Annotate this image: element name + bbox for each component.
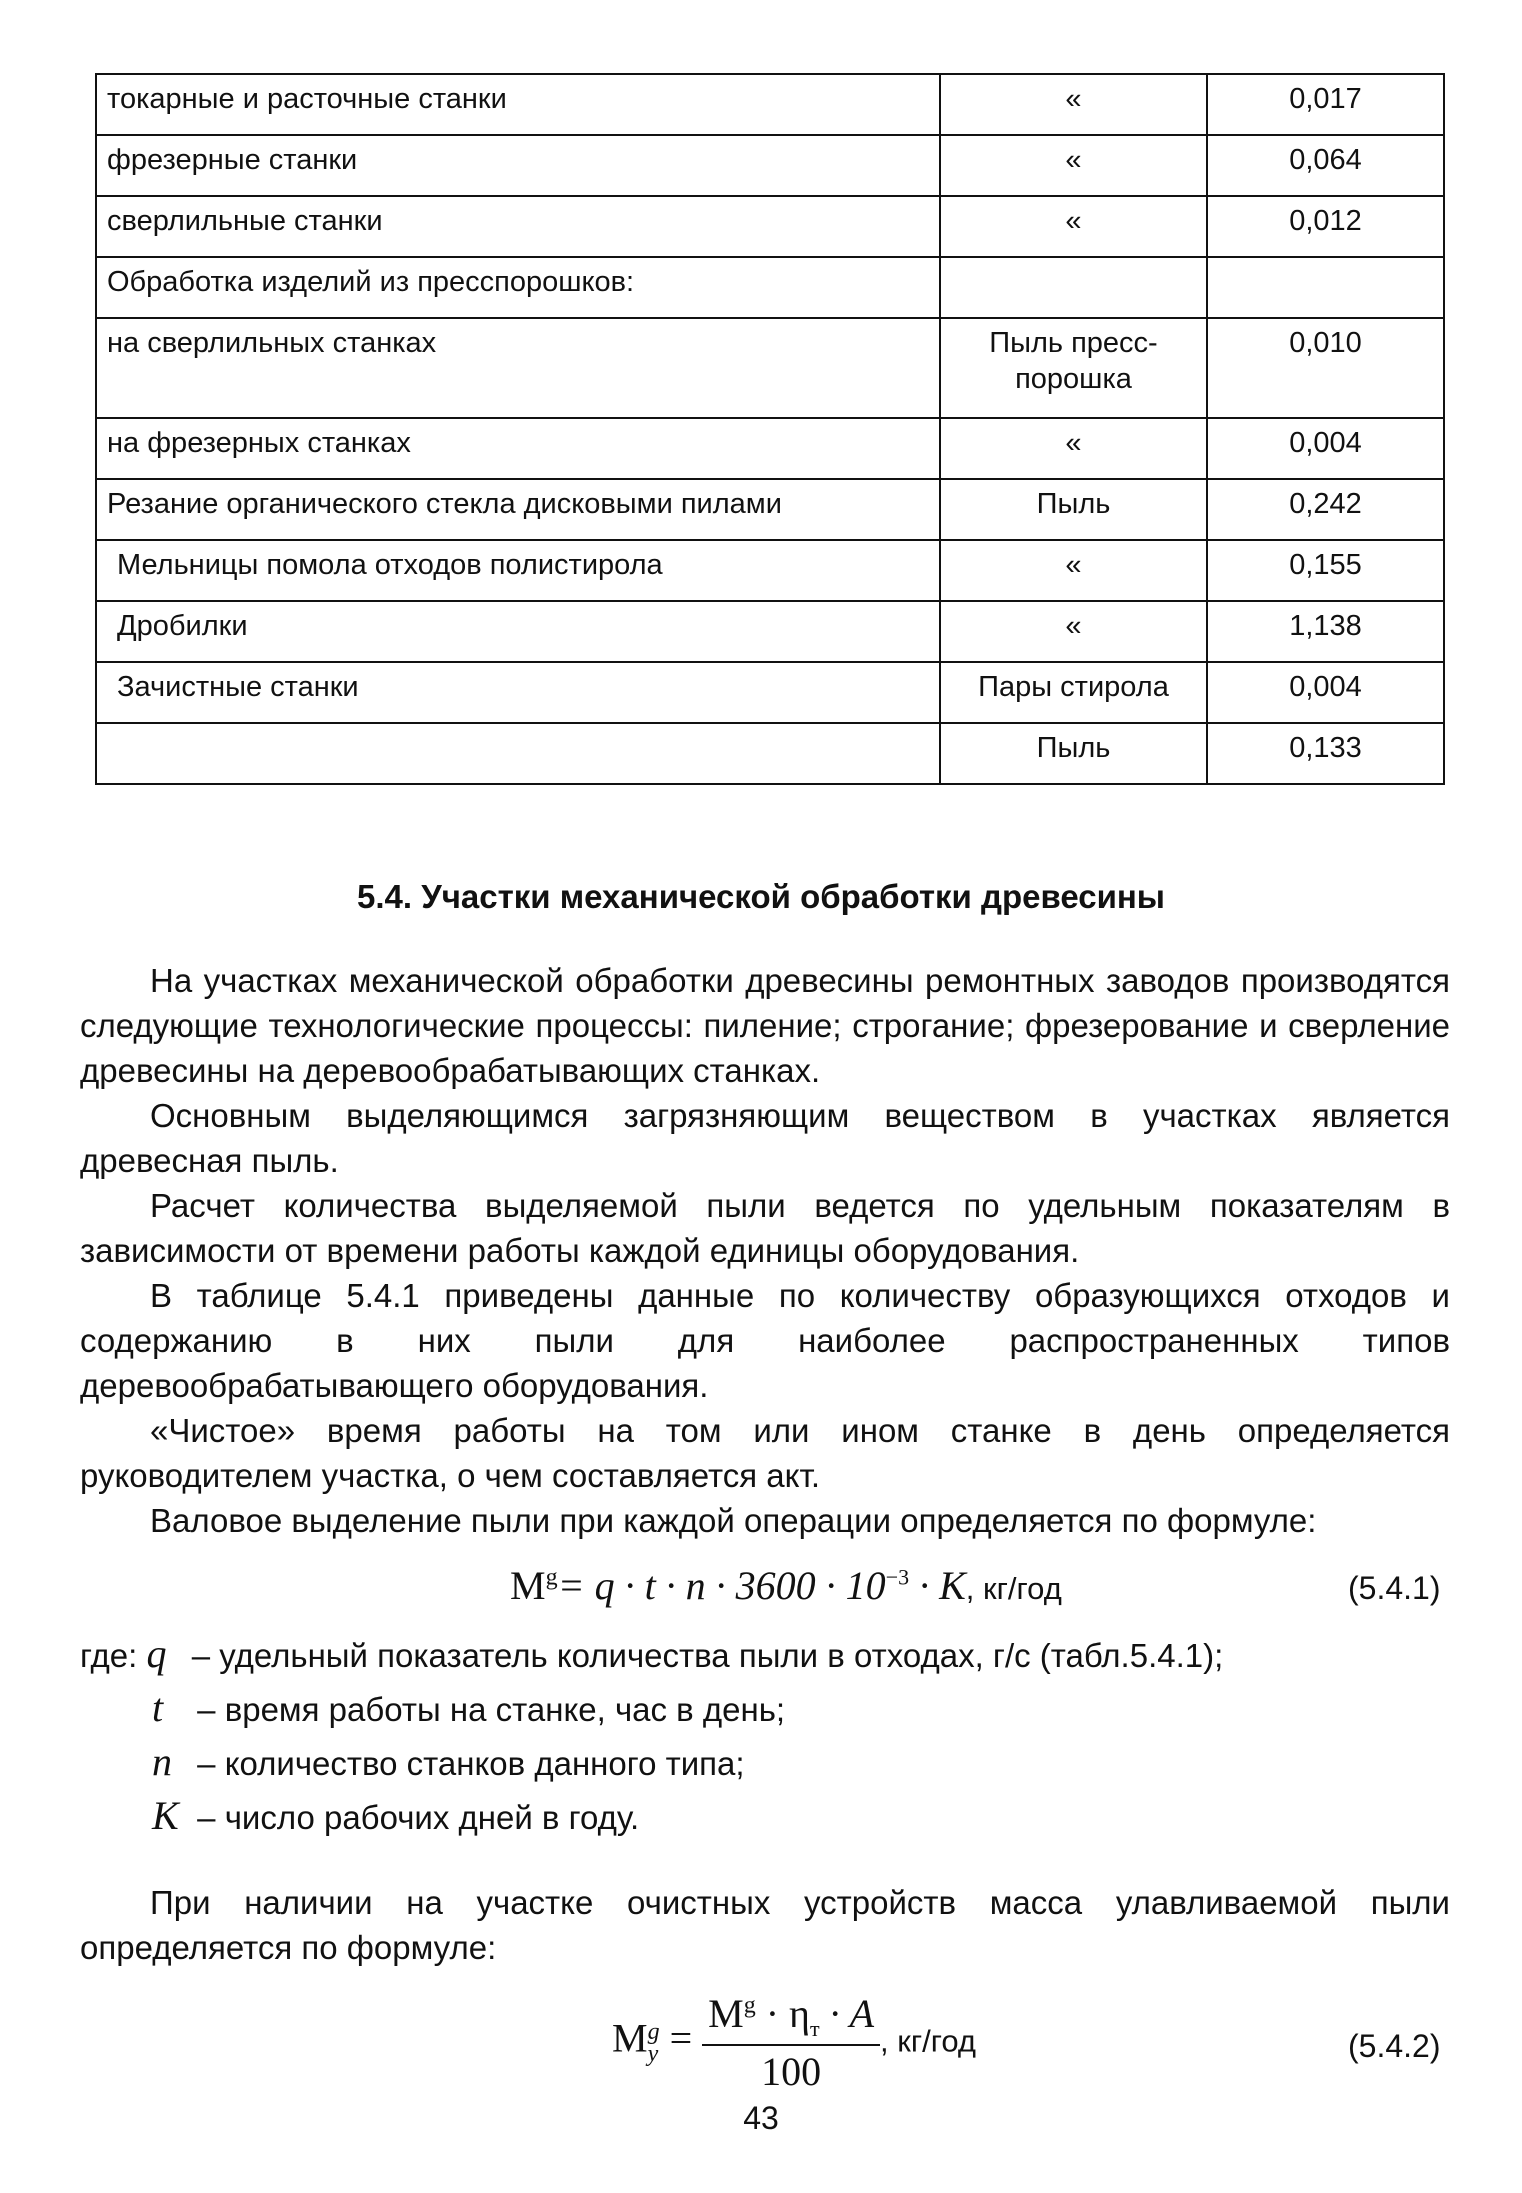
equipment-cell: Обработка изделий из пресспорошков: bbox=[96, 257, 940, 318]
table-row bbox=[96, 723, 1444, 784]
value-cell: 0,012 bbox=[1207, 196, 1444, 257]
equipment-cell bbox=[96, 723, 940, 784]
equipment-cell: на фрезерных станках bbox=[96, 418, 940, 479]
substance-cell: « bbox=[940, 540, 1207, 601]
formula-exp: −3 bbox=[885, 1564, 910, 1590]
paragraph: Основным выделяющимся загрязняющим веществом в участках является древесная пыль. bbox=[80, 1097, 1450, 1179]
formula-rhs-tail: · K bbox=[909, 1563, 966, 1608]
definition-text: – время работы на станке, час в день; bbox=[197, 1691, 786, 1728]
definition-symbol: t bbox=[152, 1685, 164, 1730]
equipment-cell: Зачистные станки bbox=[96, 662, 940, 723]
equipment-cell: сверлильные станки bbox=[96, 196, 940, 257]
numerator-sub: т bbox=[809, 2016, 820, 2041]
table-row bbox=[96, 662, 1444, 723]
substance-cell: « bbox=[940, 196, 1207, 257]
fraction bbox=[702, 1990, 880, 2095]
formula2-lhs: M bbox=[612, 2015, 648, 2061]
paragraph-purification bbox=[80, 1880, 1450, 1970]
definition-row-q bbox=[80, 1628, 1223, 1682]
definition-text: – число рабочих дней в году. bbox=[197, 1799, 640, 1836]
value-cell: 0,155 bbox=[1207, 540, 1444, 601]
table-row bbox=[96, 318, 1444, 418]
fraction-numerator bbox=[702, 1990, 880, 2046]
paragraph: «Чистое» время работы на том или ином станке в день определяется руководителем участка, о чем составляется акт. bbox=[80, 1412, 1450, 1494]
section-body bbox=[80, 958, 1450, 1543]
formula2-lhs-sup: g bbox=[647, 2018, 660, 2045]
substance-cell: Пыль пресс-порошка bbox=[940, 318, 1207, 418]
definition-text: – количество станков данного типа; bbox=[197, 1745, 745, 1782]
table-row bbox=[96, 257, 1444, 318]
value-cell bbox=[1207, 257, 1444, 318]
table-row bbox=[96, 74, 1444, 135]
definition-row-n bbox=[80, 1736, 1223, 1790]
definition-row-k bbox=[80, 1790, 1223, 1844]
table-row bbox=[96, 135, 1444, 196]
numerator-m: M bbox=[708, 1991, 744, 2036]
equipment-cell: токарные и расточные станки bbox=[96, 74, 940, 135]
definition-symbol: q bbox=[146, 1631, 167, 1676]
formula-rhs: = q · t · n · 3600 · 10 bbox=[557, 1563, 886, 1608]
formula2-unit: , кг/год bbox=[880, 2023, 977, 2059]
table-row bbox=[96, 601, 1444, 662]
table-row bbox=[96, 196, 1444, 257]
table-row bbox=[96, 540, 1444, 601]
definition-symbol: n bbox=[152, 1739, 172, 1784]
value-cell: 0,010 bbox=[1207, 318, 1444, 418]
paragraph: В таблице 5.4.1 приведены данные по количеству образующихся отходов и содержанию в них пыли для наиболее распространенных типов деревообрабатывающего оборудования. bbox=[80, 1277, 1450, 1404]
page-number: 43 bbox=[743, 2100, 779, 2136]
emission-table bbox=[95, 73, 1445, 785]
value-cell: 0,064 bbox=[1207, 135, 1444, 196]
equipment-cell: Дробилки bbox=[96, 601, 940, 662]
definition-row-t bbox=[80, 1682, 1223, 1736]
definitions-lead: где: bbox=[80, 1637, 138, 1674]
substance-cell: « bbox=[940, 74, 1207, 135]
substance-cell: Пары стирола bbox=[940, 662, 1207, 723]
equipment-cell: фрезерные станки bbox=[96, 135, 940, 196]
formula2-lhs-sub: y bbox=[647, 2040, 659, 2067]
paragraph: Расчет количества выделяемой пыли ведется по удельным показателям в зависимости от времени работы каждой единицы оборудования. bbox=[80, 1187, 1450, 1269]
table-row bbox=[96, 418, 1444, 479]
paragraph: При наличии на участке очистных устройств масса улавливаемой пыли определяется по формуле: bbox=[80, 1884, 1450, 1966]
formula-lhs: M bbox=[510, 1563, 546, 1608]
definition-symbol: K bbox=[152, 1793, 179, 1838]
equipment-cell: на сверлильных станках bbox=[96, 318, 940, 418]
equation-number-1: (5.4.1) bbox=[1348, 1570, 1441, 1606]
equipment-cell: Резание органического стекла дисковыми пилами bbox=[96, 479, 940, 540]
substance-cell: Пыль bbox=[940, 723, 1207, 784]
fraction-denominator: 100 bbox=[761, 2049, 822, 2094]
value-cell: 0,017 bbox=[1207, 74, 1444, 135]
paragraph: Валовое выделение пыли при каждой операции определяется по формуле: bbox=[150, 1502, 1317, 1539]
numerator-sup: g bbox=[743, 1992, 756, 2019]
value-cell: 0,004 bbox=[1207, 418, 1444, 479]
equals-sign: = bbox=[669, 2015, 693, 2061]
value-cell: 1,138 bbox=[1207, 601, 1444, 662]
section-heading: 5.4. Участки механической обработки древесины bbox=[356, 878, 1165, 915]
formula-5-4-2 bbox=[612, 1990, 976, 2095]
substance-cell bbox=[940, 257, 1207, 318]
substance-cell: « bbox=[940, 135, 1207, 196]
substance-cell: Пыль bbox=[940, 479, 1207, 540]
substance-cell: « bbox=[940, 418, 1207, 479]
formula-unit: , кг/год bbox=[965, 1571, 1062, 1606]
value-cell: 0,133 bbox=[1207, 723, 1444, 784]
definitions-list bbox=[80, 1628, 1223, 1844]
paragraph: На участках механической обработки древесины ремонтных заводов производятся следующие технологические процессы: пиление; строгание; фрезерование и сверление древесины на деревообрабатывающих станках. bbox=[80, 962, 1450, 1089]
value-cell: 0,242 bbox=[1207, 479, 1444, 540]
substance-cell: « bbox=[940, 601, 1207, 662]
numerator-a: · A bbox=[819, 1991, 875, 2036]
equipment-cell: Мельницы помола отходов полистирола bbox=[96, 540, 940, 601]
definition-text: – удельный показатель количества пыли в отходах, г/с (табл.5.4.1); bbox=[191, 1637, 1224, 1674]
equation-number-2: (5.4.2) bbox=[1348, 2028, 1441, 2064]
numerator-eta: · η bbox=[755, 1991, 810, 2036]
formula-5-4-1 bbox=[510, 1562, 1062, 1609]
table-row bbox=[96, 479, 1444, 540]
value-cell: 0,004 bbox=[1207, 662, 1444, 723]
formula-lhs-sup: g bbox=[545, 1564, 558, 1591]
